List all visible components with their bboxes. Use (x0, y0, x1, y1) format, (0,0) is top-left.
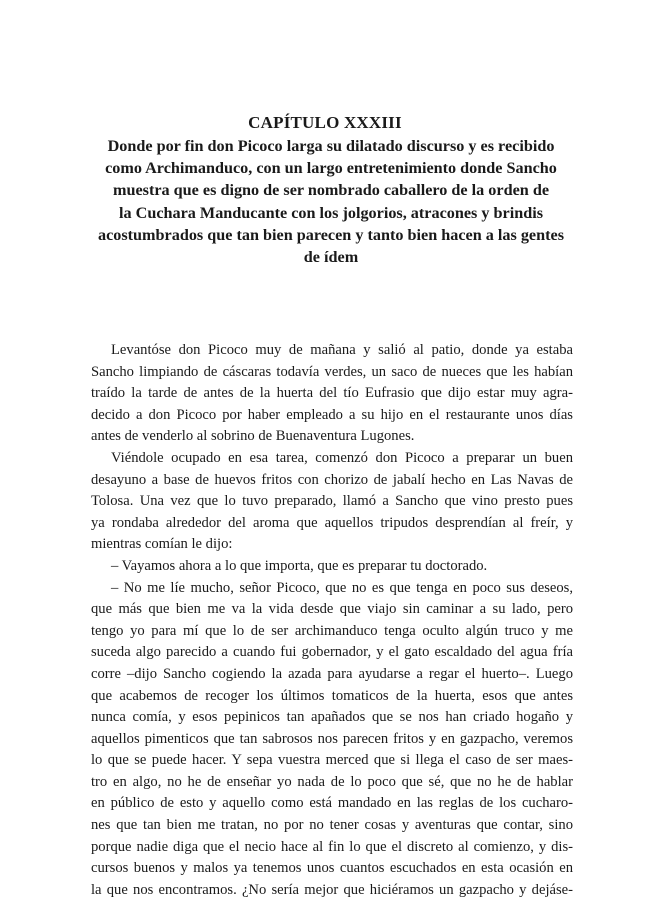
body-line: nunca comía, y esos pepinicos tan apañados que se nos han criado hogaño y (91, 709, 573, 726)
body-line: ya rondaba alrededor del aroma que aquellos tripudos desprendían al freír, y (91, 514, 573, 531)
chapter-title-line: Donde por fin don Picoco larga su dilatado discurso y es recibido (107, 137, 555, 155)
body-line: mientras comían le dijo: (91, 536, 233, 553)
body-line: tengo yo para mí que lo de ser archimanduco tenga oculto algún truco y me (91, 622, 573, 639)
body-line: lo que se puede hacer. Y sepa vuestra merced que si llega el caso de ser maes- (91, 752, 573, 769)
body-line: Levantóse don Picoco muy de mañana y salió al patio, donde ya estaba (111, 342, 573, 358)
body-line: porque nadie diga que el necio hace al fin lo que el discreto al comienzo, y dis- (91, 838, 573, 855)
body-line: cursos buenos y malos ya tenemos unos cuantos escuchados en esta ocasión en (91, 860, 573, 877)
body-line: Viéndole ocupado en esa tarea, comenzó don Picoco a preparar un buen (111, 449, 573, 466)
body-line: corre –dijo Sancho cogiendo la azada para ayudarse a regar el huerto–. Luego (91, 665, 573, 682)
body-line: – Vayamos ahora a lo que importa, que es preparar tu doctorado. (111, 557, 488, 574)
body-line: desayuno a base de huevos fritos con chorizo de jabalí hecho en Las Navas de (91, 471, 573, 488)
body-line: en público de esto y aquello como está mandado en las reglas de los cucharo- (91, 795, 573, 812)
chapter-number: CAPÍTULO XXXIII (248, 113, 402, 132)
chapter-title-line: la Cuchara Manducante con los jolgorios, atracones y brindis (118, 203, 544, 222)
body-line: aquellos pimenticos que tan sabrosos nos parecen fritos y en gazpacho, veremos (91, 730, 573, 747)
chapter-title-line: como Archimanduco, con un largo entretenimiento donde Sancho (105, 159, 557, 178)
body-line: tro en algo, no he de enseñar yo nada de lo poco que sé, que no he de hablar (91, 773, 573, 790)
body-line: decido a don Picoco por haber empleado a su hijo en el restaurante unos días (91, 406, 573, 423)
body-line: antes de venderlo al sobrino de Buenaventura Lugones. (91, 428, 415, 445)
body-text (91, 340, 573, 901)
body-line: que acabemos de recoger los últimos tomaticos de la huerta, esos que antes (91, 687, 573, 704)
body-line: traído la tarde de antes de la huerta del tío Eufrasio que dijo estar muy agra- (91, 385, 573, 402)
body-line: la que nos encontramos. ¿No sería mejor que hiciéramos un gazpacho y dejáse- (91, 881, 573, 898)
body-line: – No me líe mucho, señor Picoco, que no es que tenga en poco sus deseos, (111, 579, 573, 596)
body-line: Tolosa. Una vez que lo tuvo preparado, llamó a Sancho que vino presto pues (91, 493, 573, 510)
body-line: Sancho limpiando de cáscaras todavía verdes, un saco de nueces que les habían (91, 363, 573, 380)
body-line: nes que tan bien me tratan, no por no tener cosas y aventuras que contar, sino (91, 817, 573, 834)
chapter-title-line: muestra que es digno de ser nombrado caballero de la orden de (112, 181, 550, 200)
chapter-title-line: de ídem (303, 248, 359, 267)
body-line: que más que bien me va la vida desde que viajo sin caminar a su lado, pero (91, 601, 573, 618)
chapter-title-line: acostumbrados que tan bien parecen y tanto bien hacen a las gentes (97, 225, 564, 244)
body-line: suceda algo parecido a cuando fui gobernador, y el gato escaldado del agua fría (91, 644, 573, 661)
chapter-title (88, 135, 574, 268)
